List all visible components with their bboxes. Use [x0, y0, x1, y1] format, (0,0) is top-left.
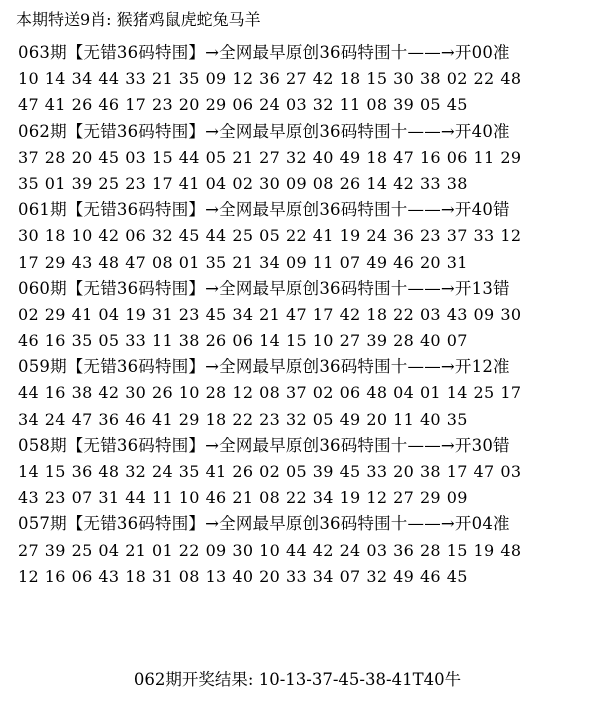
number-cell: 46 — [393, 252, 415, 272]
number-cell: 03 — [500, 462, 522, 481]
number-cell: 18 — [205, 409, 227, 429]
entry-title: 059期【无错36码特围】→全网最早原创36码特围十——→开12准 — [18, 357, 510, 377]
number-cell: 42 — [393, 173, 415, 193]
number-cell: 48 — [98, 252, 120, 272]
number-cell: 36 — [393, 540, 415, 560]
number-cell: 24 — [259, 95, 281, 115]
number-cell: 01 — [178, 252, 200, 272]
number-cell: 30 — [18, 226, 39, 246]
number-cell: 28 — [44, 147, 66, 167]
number-cell: 46 — [125, 409, 147, 429]
number-cell: 41 — [71, 304, 93, 324]
number-cell: 29 — [500, 147, 522, 167]
number-cell: 47 — [71, 409, 93, 429]
number-row — [0, 223, 595, 249]
number-cell: 26 — [71, 95, 93, 115]
number-cell: 16 — [44, 331, 66, 351]
number-cell: 09 — [446, 488, 468, 508]
number-cell: 11 — [151, 331, 173, 351]
number-cell: 22 — [393, 304, 415, 324]
number-row — [0, 302, 595, 328]
number-cell: 34 — [18, 409, 39, 429]
number-cell: 23 — [419, 226, 441, 246]
number-cell: 42 — [339, 304, 361, 324]
number-cell: 48 — [500, 69, 522, 89]
number-row — [0, 538, 595, 564]
number-cell: 17 — [500, 383, 522, 403]
number-cell: 14 — [259, 331, 281, 351]
number-cell: 04 — [98, 304, 120, 324]
number-cell: 09 — [285, 252, 307, 272]
number-cell: 36 — [259, 69, 281, 89]
number-cell: 07 — [339, 252, 361, 272]
number-cell: 30 — [125, 383, 147, 403]
number-cell: 33 — [366, 462, 388, 481]
number-cell: 13 — [205, 566, 227, 586]
number-cell: 03 — [125, 147, 147, 167]
number-cell: 40 — [419, 409, 441, 429]
number-cell: 12 — [366, 488, 388, 508]
number-cell: 17 — [312, 304, 334, 324]
number-cell: 37 — [285, 383, 307, 403]
number-cell: 41 — [312, 226, 334, 246]
number-cell: 38 — [419, 69, 441, 89]
number-cell: 23 — [178, 304, 200, 324]
number-cell: 30 — [393, 69, 415, 89]
number-cell: 42 — [98, 383, 120, 403]
number-cell: 47 — [125, 252, 147, 272]
number-cell: 47 — [393, 147, 415, 167]
number-cell: 41 — [44, 95, 66, 115]
number-cell: 14 — [44, 69, 66, 89]
number-cell: 34 — [232, 304, 254, 324]
number-cell: 26 — [151, 383, 173, 403]
number-cell: 44 — [285, 540, 307, 560]
number-cell: 45 — [205, 304, 227, 324]
number-cell: 45 — [339, 462, 361, 481]
number-cell: 11 — [312, 252, 334, 272]
number-cell: 05 — [98, 331, 120, 351]
number-cell: 06 — [339, 383, 361, 403]
number-cell: 34 — [71, 69, 93, 89]
number-cell: 27 — [393, 488, 415, 508]
number-cell: 44 — [125, 488, 147, 508]
number-cell: 05 — [285, 462, 307, 481]
number-cell: 02 — [312, 383, 334, 403]
number-cell: 02 — [259, 462, 281, 481]
number-cell: 20 — [71, 147, 93, 167]
number-cell: 11 — [473, 147, 495, 167]
number-cell: 20 — [366, 409, 388, 429]
number-cell: 33 — [125, 69, 147, 89]
entries-list — [0, 40, 595, 590]
number-cell: 04 — [205, 173, 227, 193]
number-cell: 42 — [312, 69, 334, 89]
number-cell: 10 — [71, 226, 93, 246]
number-cell: 04 — [393, 383, 415, 403]
number-cell: 30 — [500, 304, 522, 324]
number-cell: 09 — [205, 540, 227, 560]
number-cell: 21 — [232, 252, 254, 272]
number-cell: 35 — [71, 331, 93, 351]
header-line: 本期特送9肖: 猴猪鸡鼠虎蛇兔马羊 — [16, 10, 261, 29]
number-cell: 32 — [151, 226, 173, 246]
number-cell: 27 — [285, 69, 307, 89]
number-cell: 12 — [232, 69, 254, 89]
number-cell: 06 — [232, 331, 254, 351]
number-cell: 42 — [312, 540, 334, 560]
number-cell: 29 — [419, 488, 441, 508]
entry-block — [0, 511, 595, 590]
entry-title: 058期【无错36码特围】→全网最早原创36码特围十——→开30错 — [18, 435, 510, 455]
number-cell: 45 — [98, 147, 120, 167]
number-cell: 22 — [285, 488, 307, 508]
number-cell: 45 — [446, 95, 468, 115]
number-cell: 22 — [178, 540, 200, 560]
number-cell: 33 — [285, 566, 307, 586]
number-cell: 44 — [178, 147, 200, 167]
number-cell: 02 — [232, 173, 254, 193]
number-cell: 16 — [419, 147, 441, 167]
number-cell: 03 — [285, 95, 307, 115]
number-row — [0, 407, 595, 433]
number-cell: 10 — [178, 383, 200, 403]
number-cell: 27 — [18, 540, 39, 560]
number-cell: 06 — [71, 566, 93, 586]
number-cell: 08 — [259, 383, 281, 403]
entry-title: 060期【无错36码特围】→全网最早原创36码特围十——→开13错 — [18, 278, 510, 298]
number-cell: 39 — [44, 540, 66, 560]
number-cell: 40 — [419, 331, 441, 351]
number-cell: 40 — [312, 147, 334, 167]
number-cell: 35 — [446, 409, 468, 429]
number-cell: 31 — [98, 488, 120, 508]
number-cell: 25 — [98, 173, 120, 193]
number-cell: 28 — [393, 331, 415, 351]
number-cell: 01 — [419, 383, 441, 403]
number-cell: 20 — [178, 95, 200, 115]
number-cell: 39 — [393, 95, 415, 115]
number-cell: 06 — [232, 95, 254, 115]
number-cell: 24 — [366, 226, 388, 246]
number-cell: 11 — [151, 488, 173, 508]
number-cell: 48 — [500, 540, 522, 560]
number-row — [0, 92, 595, 118]
number-row — [0, 66, 595, 92]
number-cell: 24 — [44, 409, 66, 429]
number-cell: 05 — [259, 226, 281, 246]
number-cell: 18 — [125, 566, 147, 586]
number-cell: 05 — [312, 409, 334, 429]
number-cell: 12 — [18, 566, 39, 586]
number-cell: 14 — [446, 383, 468, 403]
number-cell: 21 — [151, 69, 173, 89]
number-cell: 22 — [473, 69, 495, 89]
number-cell: 33 — [419, 173, 441, 193]
number-cell: 25 — [71, 540, 93, 560]
number-cell: 46 — [419, 566, 441, 586]
number-cell: 43 — [71, 252, 93, 272]
number-cell: 26 — [339, 173, 361, 193]
number-cell: 49 — [339, 409, 361, 429]
entry-block — [0, 119, 595, 198]
number-cell: 30 — [232, 540, 254, 560]
number-cell: 17 — [18, 252, 39, 272]
entry-title: 062期【无错36码特围】→全网最早原创36码特围十——→开40准 — [18, 121, 510, 141]
number-cell: 15 — [151, 147, 173, 167]
number-cell: 47 — [285, 304, 307, 324]
number-cell: 32 — [285, 409, 307, 429]
number-cell: 28 — [419, 540, 441, 560]
number-cell: 23 — [44, 488, 66, 508]
number-cell: 22 — [232, 409, 254, 429]
number-cell: 32 — [125, 462, 147, 481]
number-cell: 49 — [339, 147, 361, 167]
number-cell: 14 — [366, 173, 388, 193]
number-cell: 06 — [446, 147, 468, 167]
number-cell: 09 — [205, 69, 227, 89]
number-cell: 08 — [151, 252, 173, 272]
number-cell: 41 — [178, 173, 200, 193]
number-cell: 05 — [419, 95, 441, 115]
number-cell: 34 — [259, 252, 281, 272]
number-cell: 42 — [98, 226, 120, 246]
number-cell: 48 — [366, 383, 388, 403]
number-cell: 39 — [366, 331, 388, 351]
number-row — [0, 459, 595, 485]
number-cell: 11 — [339, 95, 361, 115]
number-cell: 18 — [366, 304, 388, 324]
number-cell: 48 — [98, 462, 120, 481]
number-cell: 07 — [339, 566, 361, 586]
number-cell: 32 — [366, 566, 388, 586]
number-cell: 12 — [500, 226, 522, 246]
number-row — [0, 145, 595, 171]
number-cell: 37 — [446, 226, 468, 246]
number-cell: 43 — [98, 566, 120, 586]
number-cell: 44 — [18, 383, 39, 403]
number-cell: 06 — [125, 226, 147, 246]
number-cell: 08 — [312, 173, 334, 193]
number-cell: 46 — [18, 331, 39, 351]
number-cell: 29 — [44, 304, 66, 324]
number-cell: 46 — [98, 95, 120, 115]
entry-title: 057期【无错36码特围】→全网最早原创36码特围十——→开04准 — [18, 514, 510, 534]
number-cell: 21 — [125, 540, 147, 560]
number-cell: 36 — [393, 226, 415, 246]
number-cell: 41 — [205, 462, 227, 481]
entry-block — [0, 276, 595, 355]
number-cell: 20 — [259, 566, 281, 586]
number-cell: 15 — [44, 462, 66, 481]
number-cell: 35 — [178, 69, 200, 89]
number-cell: 38 — [71, 383, 93, 403]
number-cell: 33 — [125, 331, 147, 351]
number-cell: 02 — [446, 69, 468, 89]
number-cell: 10 — [259, 540, 281, 560]
number-cell: 46 — [205, 488, 227, 508]
number-cell: 03 — [366, 540, 388, 560]
number-cell: 27 — [259, 147, 281, 167]
number-cell: 45 — [446, 566, 468, 586]
number-cell: 01 — [151, 540, 173, 560]
number-cell: 09 — [285, 173, 307, 193]
number-cell: 35 — [205, 252, 227, 272]
number-cell: 34 — [312, 488, 334, 508]
number-row — [0, 485, 595, 511]
number-cell: 18 — [339, 69, 361, 89]
number-cell: 12 — [232, 383, 254, 403]
number-cell: 19 — [339, 488, 361, 508]
number-row — [0, 328, 595, 354]
number-cell: 15 — [446, 540, 468, 560]
number-cell: 15 — [366, 69, 388, 89]
number-cell: 31 — [151, 304, 173, 324]
number-cell: 49 — [393, 566, 415, 586]
number-cell: 21 — [232, 147, 254, 167]
number-cell: 22 — [285, 226, 307, 246]
number-cell: 25 — [232, 226, 254, 246]
entry-block — [0, 40, 595, 119]
number-cell: 44 — [98, 69, 120, 89]
number-cell: 45 — [178, 226, 200, 246]
number-cell: 11 — [393, 409, 415, 429]
number-cell: 32 — [312, 95, 334, 115]
number-cell: 04 — [98, 540, 120, 560]
number-cell: 08 — [178, 566, 200, 586]
number-row — [0, 380, 595, 406]
number-cell: 38 — [446, 173, 468, 193]
number-cell: 39 — [71, 173, 93, 193]
number-cell: 05 — [205, 147, 227, 167]
number-cell: 07 — [71, 488, 93, 508]
number-cell: 44 — [205, 226, 227, 246]
result-footer: 062期开奖结果: 10-13-37-45-38-41T40牛 — [133, 670, 462, 689]
number-row — [0, 171, 595, 197]
number-cell: 07 — [446, 331, 468, 351]
number-cell: 23 — [259, 409, 281, 429]
number-cell: 24 — [339, 540, 361, 560]
number-cell: 29 — [178, 409, 200, 429]
number-cell: 20 — [419, 252, 441, 272]
entry-title: 063期【无错36码特围】→全网最早原创36码特围十——→开00准 — [18, 43, 510, 62]
number-row — [0, 564, 595, 590]
number-cell: 17 — [446, 462, 468, 481]
number-cell: 43 — [18, 488, 39, 508]
number-cell: 16 — [44, 566, 66, 586]
number-cell: 19 — [473, 540, 495, 560]
entry-title: 061期【无错36码特围】→全网最早原创36码特围十——→开40错 — [18, 200, 510, 220]
number-cell: 29 — [44, 252, 66, 272]
number-cell: 08 — [366, 95, 388, 115]
entry-block — [0, 433, 595, 512]
number-cell: 02 — [18, 304, 39, 324]
number-cell: 25 — [473, 383, 495, 403]
number-cell: 09 — [473, 304, 495, 324]
number-cell: 17 — [151, 173, 173, 193]
number-cell: 35 — [18, 173, 39, 193]
number-cell: 29 — [205, 95, 227, 115]
number-cell: 14 — [18, 462, 39, 481]
number-cell: 23 — [151, 95, 173, 115]
number-cell: 49 — [366, 252, 388, 272]
number-cell: 19 — [125, 304, 147, 324]
number-cell: 10 — [18, 69, 39, 89]
number-cell: 19 — [339, 226, 361, 246]
number-cell: 47 — [18, 95, 39, 115]
number-cell: 36 — [98, 409, 120, 429]
number-cell: 23 — [125, 173, 147, 193]
number-cell: 38 — [178, 331, 200, 351]
number-cell: 26 — [205, 331, 227, 351]
number-cell: 36 — [71, 462, 93, 481]
number-cell: 10 — [178, 488, 200, 508]
number-cell: 34 — [312, 566, 334, 586]
number-cell: 47 — [473, 462, 495, 481]
number-cell: 41 — [151, 409, 173, 429]
number-cell: 20 — [393, 462, 415, 481]
number-row — [0, 250, 595, 276]
number-cell: 03 — [419, 304, 441, 324]
number-cell: 18 — [44, 226, 66, 246]
number-cell: 27 — [339, 331, 361, 351]
number-cell: 35 — [178, 462, 200, 481]
number-cell: 18 — [366, 147, 388, 167]
number-cell: 26 — [232, 462, 254, 481]
number-cell: 31 — [151, 566, 173, 586]
number-cell: 39 — [312, 462, 334, 481]
number-cell: 17 — [125, 95, 147, 115]
number-cell: 08 — [259, 488, 281, 508]
number-cell: 21 — [259, 304, 281, 324]
number-cell: 33 — [473, 226, 495, 246]
number-cell: 10 — [312, 331, 334, 351]
number-cell: 37 — [18, 147, 39, 167]
number-cell: 31 — [446, 252, 468, 272]
number-cell: 24 — [151, 462, 173, 481]
number-cell: 01 — [44, 173, 66, 193]
entry-block — [0, 354, 595, 433]
entry-block — [0, 197, 595, 276]
number-cell: 15 — [285, 331, 307, 351]
number-cell: 21 — [232, 488, 254, 508]
number-cell: 16 — [44, 383, 66, 403]
number-cell: 30 — [259, 173, 281, 193]
number-cell: 32 — [285, 147, 307, 167]
number-cell: 43 — [446, 304, 468, 324]
number-cell: 28 — [205, 383, 227, 403]
number-cell: 40 — [232, 566, 254, 586]
number-cell: 38 — [419, 462, 441, 481]
